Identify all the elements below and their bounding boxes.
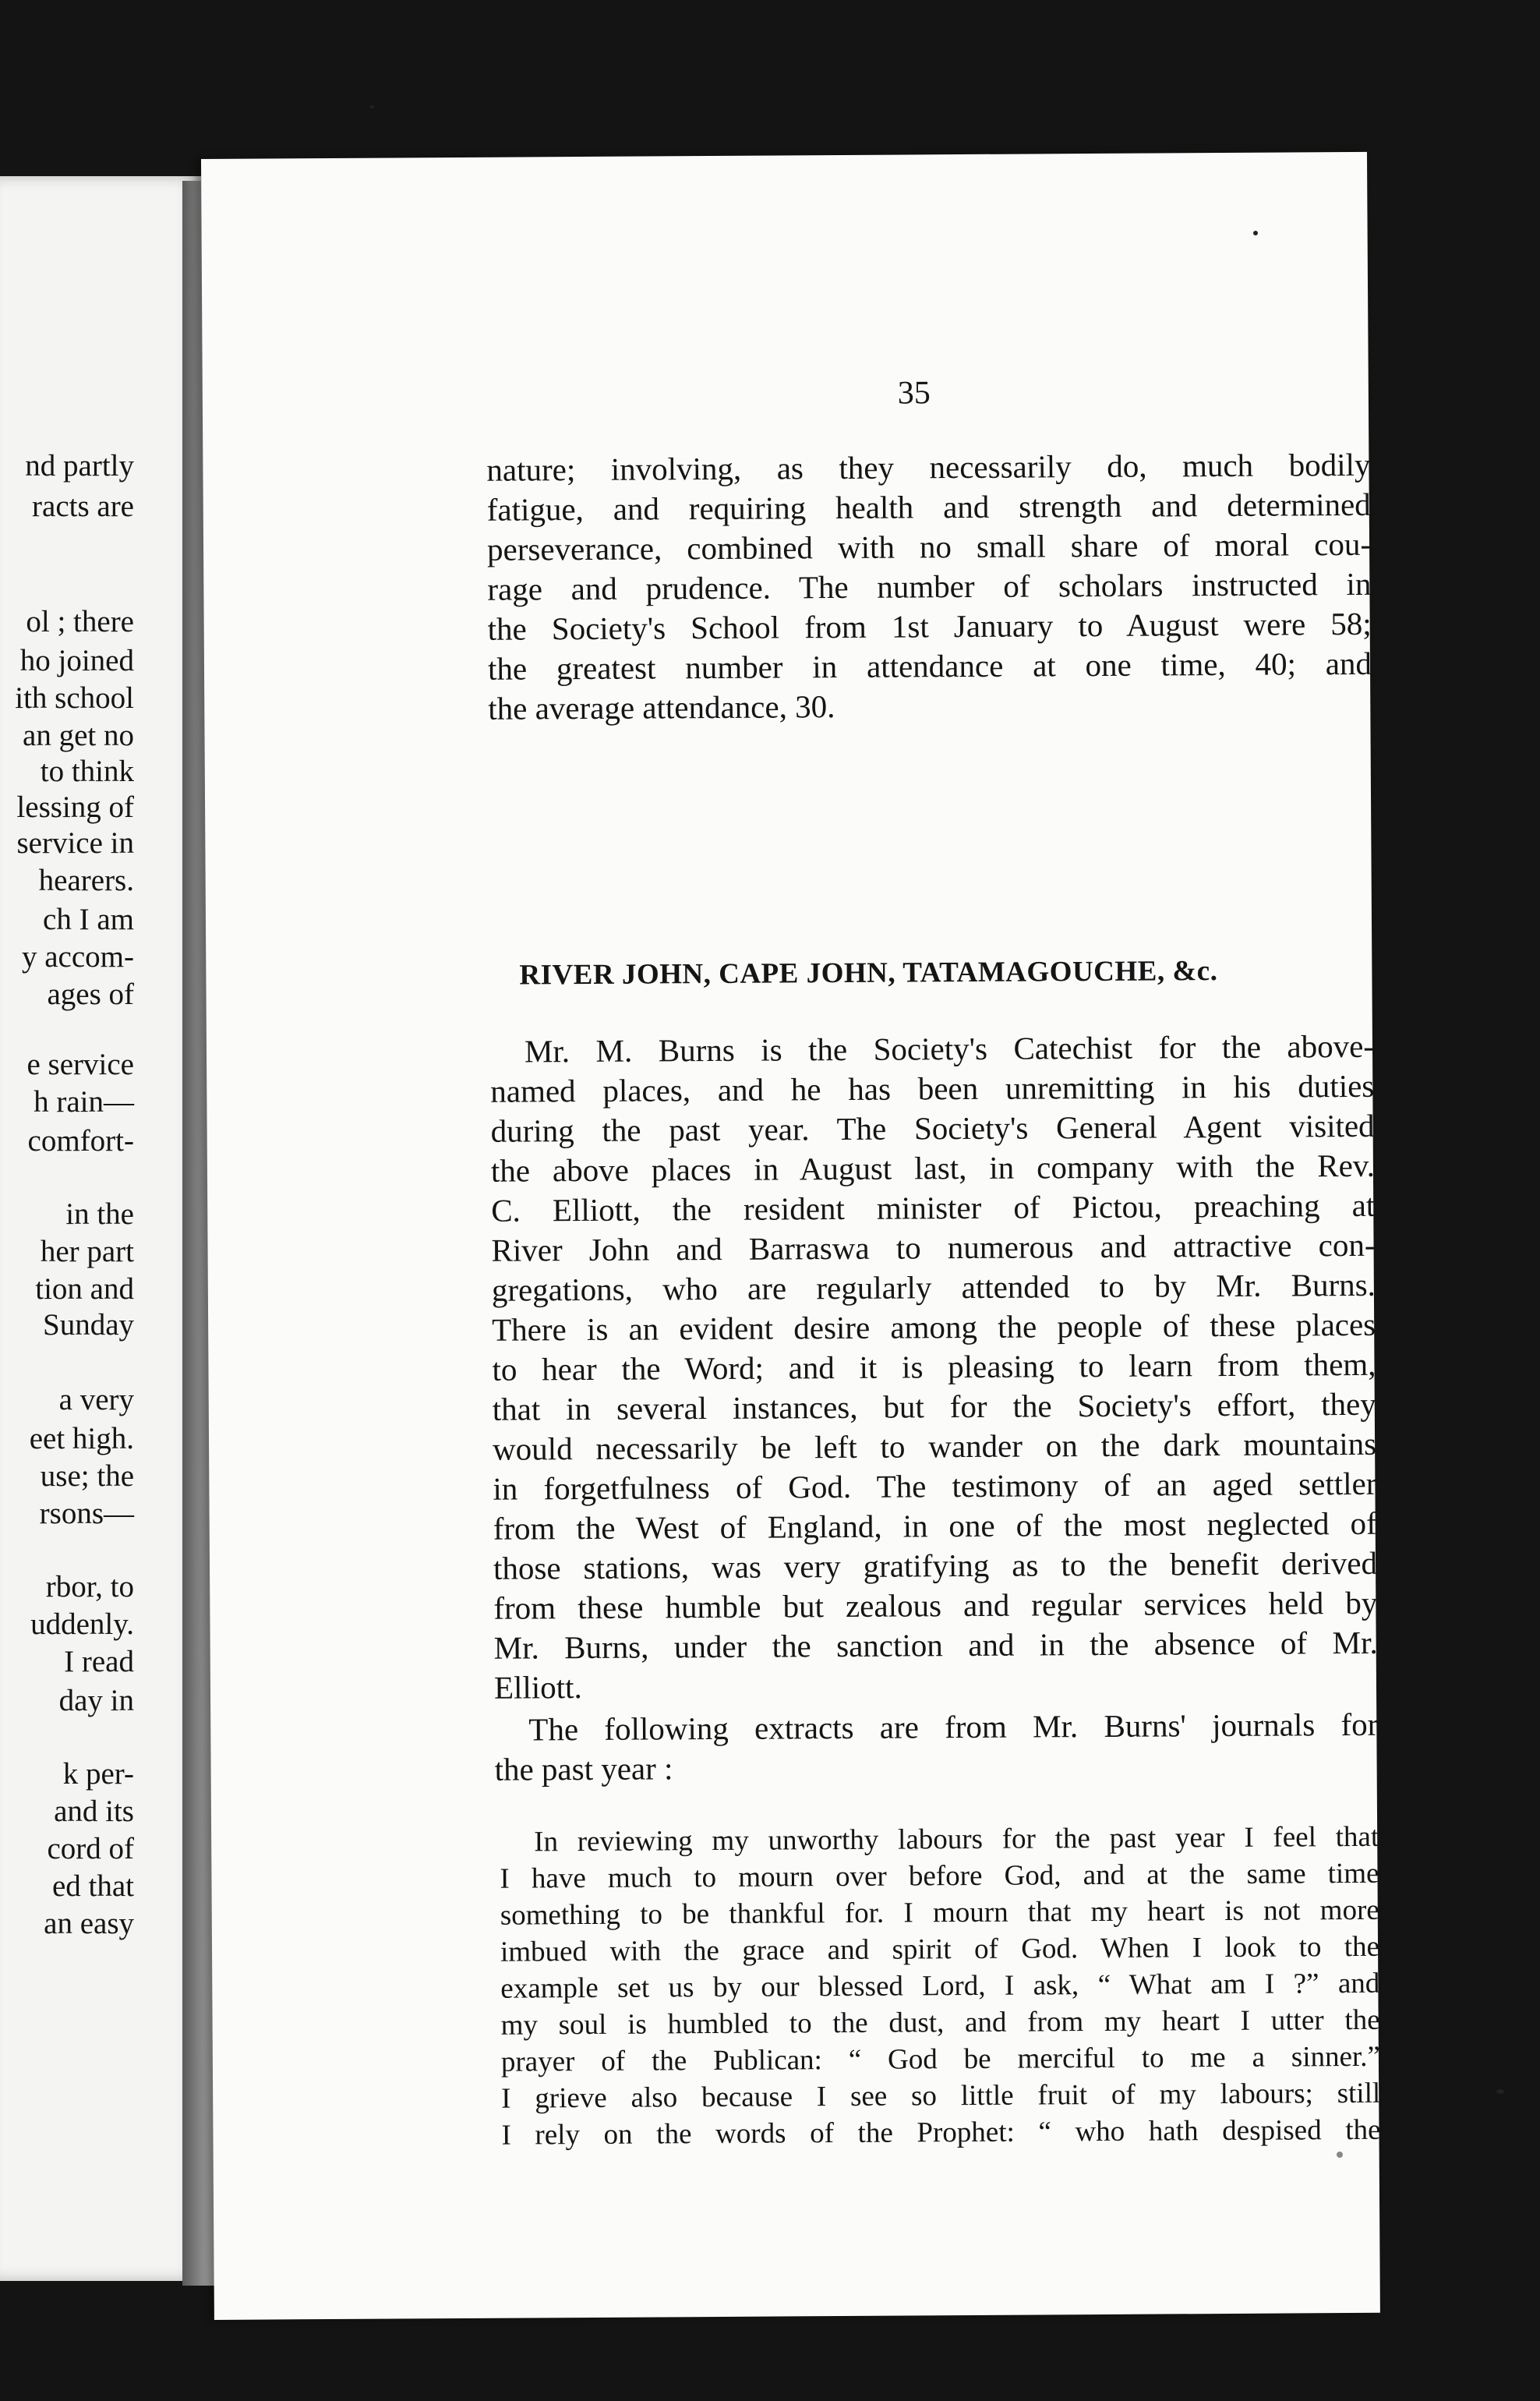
left-page-line: an easy — [44, 1907, 134, 1940]
page-number: 35 — [897, 375, 931, 412]
left-page-line: her part — [40, 1235, 134, 1268]
scan-speck — [1337, 2152, 1343, 2158]
text-line: C. Elliott, the resident minister of Pictou, preaching at — [491, 1186, 1376, 1229]
left-page-line: nd partly — [25, 449, 134, 483]
section-heading: RIVER JOHN, CAPE JOHN, TATAMAGOUCHE, &c. — [519, 955, 1218, 992]
text-line: to hear the Word; and it is pleasing to learn from them, — [492, 1345, 1376, 1388]
paragraph-1 — [486, 445, 1372, 729]
left-page-line: rbor, to — [45, 1570, 134, 1604]
text-line: named places, and he has been unremitting in his duties — [490, 1067, 1375, 1109]
left-page-line: use; the — [40, 1459, 134, 1493]
quote-line: In reviewing my unworthy labours for the past year I feel that — [534, 1820, 1379, 1858]
left-page-line: comfort- — [27, 1124, 134, 1158]
text-line: gregations, who are regularly attended to by Mr. Burns. — [491, 1266, 1376, 1308]
text-line: the average attendance, 30. — [488, 688, 835, 727]
quote-line: I grieve also because I see so little fruit of my labours; still — [501, 2077, 1381, 2115]
text-line: There is an evident desire among the people of these places — [492, 1306, 1376, 1348]
left-page-line: lessing of — [16, 790, 134, 824]
text-line: Mr. M. Burns is the Society's Catechist for the above- — [524, 1027, 1375, 1070]
text-line: Mr. Burns, under the sanction and in the absence of Mr. — [493, 1624, 1378, 1666]
text-line: the greatest number in attendance at one time, 40; and — [487, 645, 1372, 687]
text-line: perseverance, combined with no small share of moral cou- — [486, 525, 1372, 568]
left-page-line: ch I am — [43, 903, 134, 936]
quote-line: example set us by our blessed Lord, I ask, “ What am I ?” and — [500, 1967, 1380, 2005]
quote-line: my soul is humbled to the dust, and from my heart I utter the — [500, 2003, 1380, 2042]
scan-speck — [369, 105, 374, 108]
left-page-line: an get no — [23, 719, 134, 752]
left-page-line: I read — [64, 1645, 134, 1678]
left-page-line: y accom- — [21, 940, 134, 974]
quote-line: prayer of the Publican: “ God be merciful to me a sinner.” — [500, 2040, 1381, 2078]
paragraph-3 — [494, 1705, 1379, 1790]
left-page-line: a very — [58, 1383, 134, 1416]
text-line: fatigue, and requiring health and strength and determined — [486, 486, 1371, 528]
quote-line: imbued with the grace and spirit of God. When I look to the — [500, 1930, 1380, 1968]
left-page-line: day in — [58, 1684, 134, 1717]
text-line: from these humble but zealous and regular services held by — [493, 1584, 1378, 1626]
left-page-line: ho joined — [19, 644, 134, 677]
text-line: nature; involving, as they necessarily do, much bodily — [486, 446, 1371, 488]
quote-line: something to be thankful for. I mourn that my heart is not more — [500, 1894, 1379, 1932]
text-line: during the past year. The Society's General Agent visited — [490, 1107, 1375, 1149]
text-line: Elliott. — [493, 1669, 582, 1706]
text-line: that in several instances, but for the Society's effort, they — [492, 1385, 1376, 1427]
left-page-line: h rain— — [34, 1085, 134, 1119]
left-page-line: ol ; there — [26, 605, 134, 638]
left-page-line: racts are — [32, 490, 134, 523]
left-page-line: eet high. — [29, 1422, 134, 1455]
left-page-line: ages of — [47, 978, 134, 1011]
left-page-line: k per- — [62, 1757, 134, 1791]
quote-line: I have much to mourn over before God, and at the same time — [500, 1857, 1379, 1895]
text-line: River John and Barraswa to numerous and attractive con- — [491, 1226, 1376, 1268]
scan-speck — [1253, 231, 1258, 235]
left-page-line: e service — [26, 1048, 134, 1081]
text-line: those stations, was very gratifying as to the benefit derived — [493, 1544, 1378, 1586]
text-line: in forgetfulness of God. The testimony of an aged settler — [493, 1465, 1377, 1507]
left-facing-page — [0, 176, 201, 2281]
text-line: the Society's School from 1st January to August were 58; — [487, 605, 1372, 647]
text-line: The following extracts are from Mr. Burns' journals for — [528, 1706, 1379, 1748]
quotation-block — [500, 1819, 1381, 2154]
left-page-line: ed that — [51, 1869, 134, 1903]
scan-speck — [1496, 2089, 1504, 2094]
text-line: the above places in August last, in company with the Rev. — [490, 1147, 1376, 1189]
left-page-line: uddenly. — [30, 1607, 134, 1641]
left-page-line: Sunday — [43, 1308, 134, 1342]
paragraph-2 — [490, 1027, 1378, 1708]
left-page-line: ith school — [15, 681, 134, 715]
left-page-line: cord of — [47, 1832, 134, 1865]
text-line: from the West of England, in one of the most neglected of — [493, 1505, 1377, 1547]
main-page — [201, 152, 1380, 2320]
text-line: rage and prudence. The number of scholars instructed in — [487, 565, 1372, 607]
left-page-line: in the — [65, 1197, 134, 1231]
left-page-line: tion and — [35, 1272, 134, 1306]
left-page-line: service in — [16, 826, 134, 860]
left-page-line: rsons— — [39, 1497, 134, 1530]
left-page-line: to think — [40, 755, 134, 788]
quote-line: I rely on the words of the Prophet: “ who hath despised the — [501, 2113, 1381, 2152]
text-line: the past year : — [494, 1750, 673, 1787]
left-page-line: hearers. — [38, 864, 134, 897]
text-line: would necessarily be left to wander on the dark mountains — [492, 1425, 1377, 1467]
left-page-line: and its — [54, 1795, 134, 1828]
